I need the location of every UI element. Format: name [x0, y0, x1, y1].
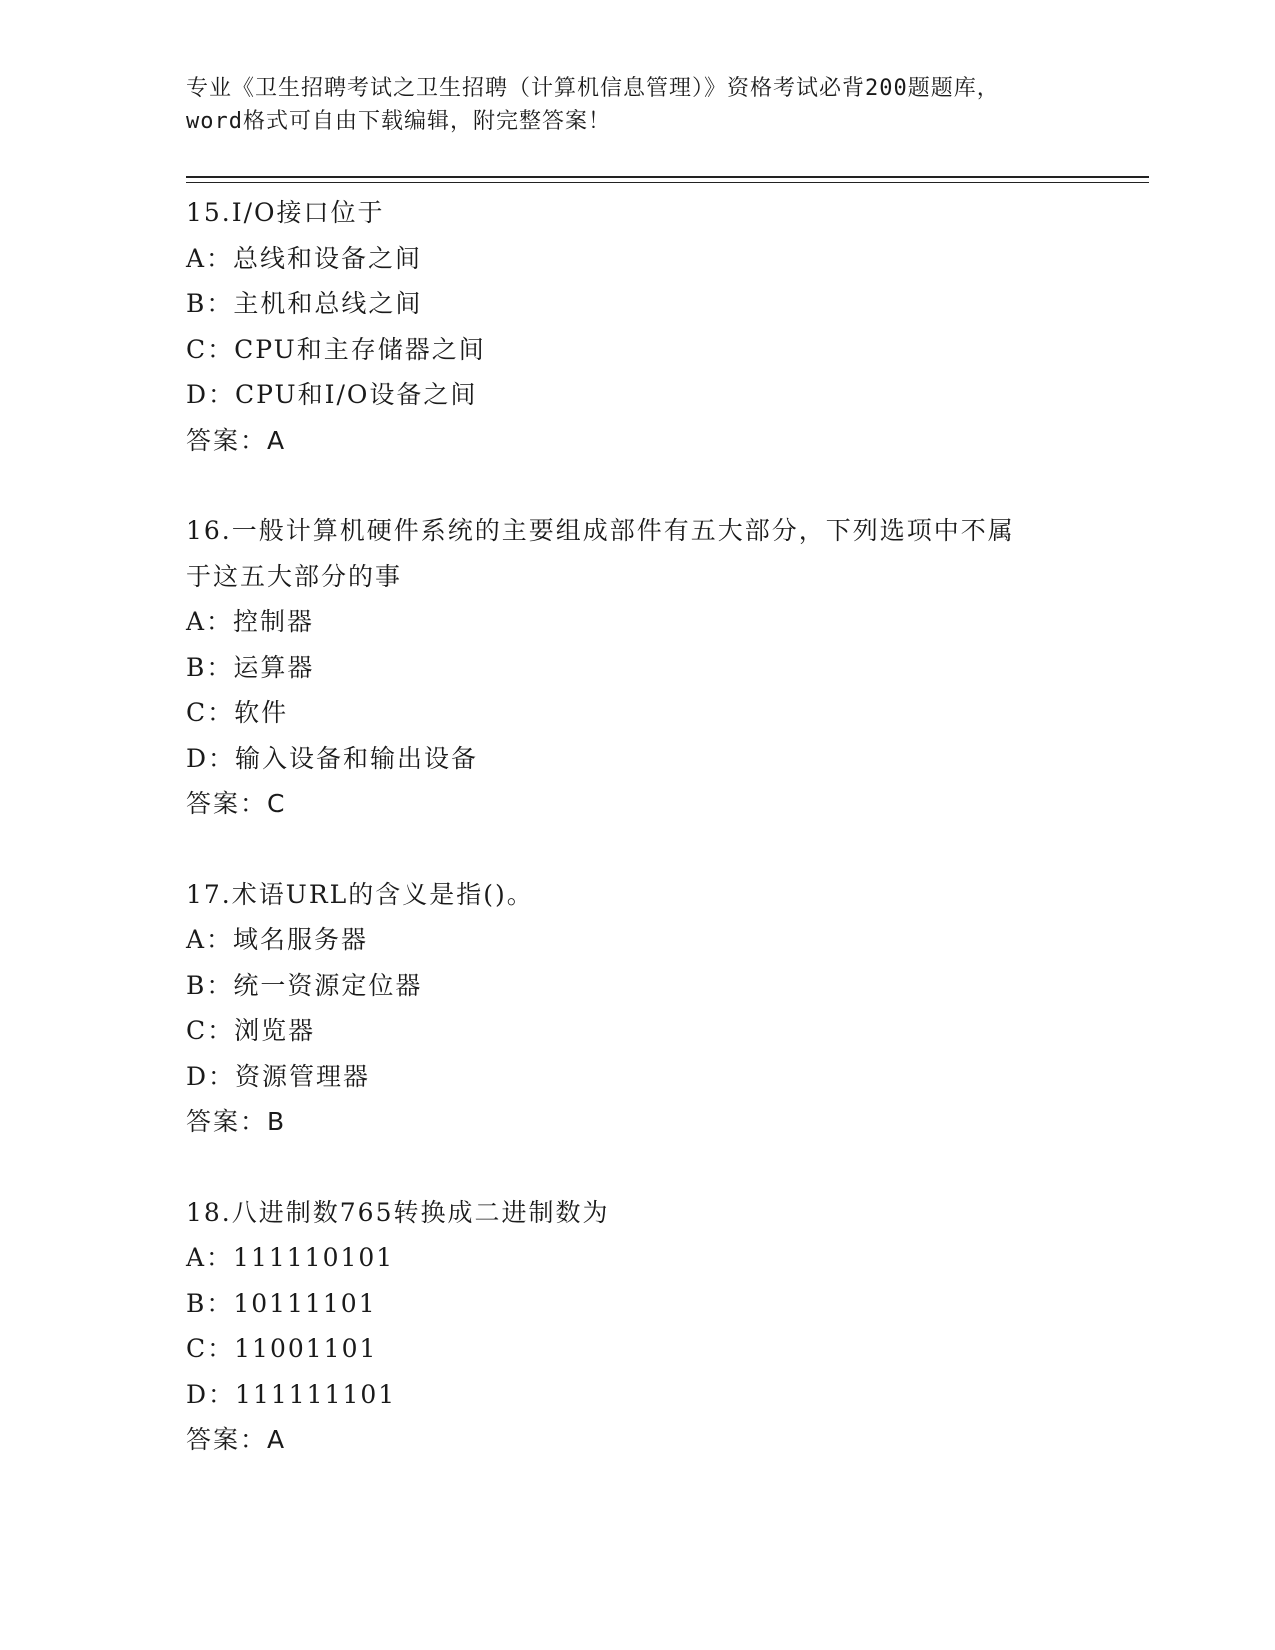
option-a: A：域名服务器 — [186, 925, 369, 954]
header-line-1: 专业《卫生招聘考试之卫生招聘（计算机信息管理）》资格考试必背200题题库， — [186, 76, 1000, 101]
option-d: D：输入设备和输出设备 — [186, 743, 479, 773]
document-header — [186, 72, 1086, 138]
answer: 答案：A — [186, 425, 287, 455]
option-d: D：资源管理器 — [186, 1061, 371, 1091]
option-a: A：控制器 — [186, 607, 315, 636]
question-18 — [186, 1190, 1086, 1463]
question-text: 18.八进制数765转换成二进制数为 — [186, 1197, 610, 1227]
option-c: C：CPU和主存储器之间 — [186, 334, 486, 364]
question-text-continued: 于这五大部分的事 — [186, 561, 403, 591]
question-17 — [186, 872, 1086, 1145]
header-rule-thick — [186, 176, 1149, 178]
answer: 答案：A — [186, 1425, 287, 1454]
option-c: C：浏览器 — [186, 1016, 316, 1045]
answer: 答案：C — [186, 789, 287, 818]
question-text: 17.术语URL的含义是指()。 — [186, 879, 534, 909]
header-line-2: word格式可自由下载编辑，附完整答案！ — [186, 109, 611, 134]
question-text: 15.I/O接口位于 — [186, 198, 385, 227]
question-list — [186, 190, 1086, 1508]
option-a: A：总线和设备之间 — [186, 243, 423, 273]
option-b: B：统一资源定位器 — [186, 970, 423, 1000]
option-c: C：软件 — [186, 698, 289, 727]
question-15 — [186, 190, 1086, 463]
option-a: A：111110101 — [186, 1243, 395, 1272]
question-16 — [186, 508, 1086, 827]
option-b: B：10111101 — [186, 1288, 377, 1318]
question-text: 16.一般计算机硬件系统的主要组成部件有五大部分，下列选项中不属 — [186, 516, 1015, 545]
option-d: D：111111101 — [186, 1379, 397, 1409]
option-b: B：主机和总线之间 — [186, 289, 423, 318]
option-d: D：CPU和I/O设备之间 — [186, 380, 478, 409]
option-c: C：11001101 — [186, 1334, 378, 1363]
header-rule-thin — [186, 182, 1149, 183]
option-b: B：运算器 — [186, 652, 315, 682]
answer: 答案：B — [186, 1107, 287, 1136]
